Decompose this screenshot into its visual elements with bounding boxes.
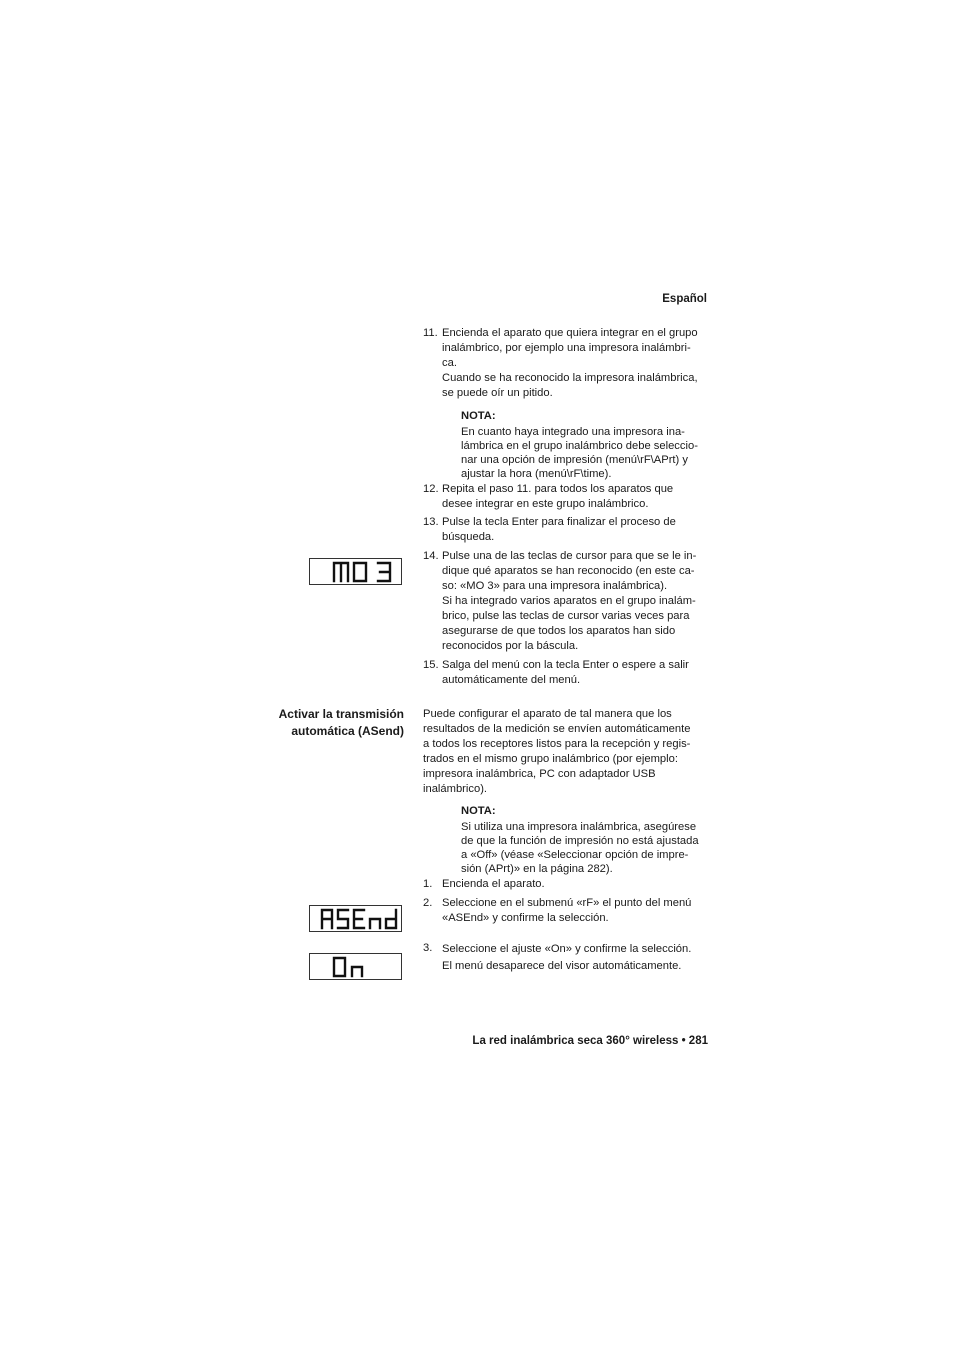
step-11-number: 11.	[423, 327, 438, 339]
display-mo3	[309, 558, 402, 585]
step-1-text: Encienda el aparato.	[442, 878, 545, 890]
step-14-text: Pulse una de las teclas de cursor para que se le in- dique qué aparatos se han reconocido (en este ca- so: «MO 3» para una impresora inalámbrica). Si ha integrado varios aparatos en el grupo inalám- brico, pulse las teclas de cursor varias veces para asegurarse de que todos los aparatos han sido reconocidos por la báscula.	[442, 550, 697, 652]
step-3-number: 3.	[423, 942, 433, 954]
step-14-number: 14.	[423, 550, 439, 562]
step-15-text: Salga del menú con la tecla Enter o espere a salir automáticamente del menú.	[442, 659, 689, 686]
display-on	[309, 953, 402, 980]
step-3-text: Seleccione el ajuste «On» y confirme la selección. El menú desaparece del visor automáticamente.	[442, 943, 692, 972]
section-intro: Puede configurar el aparato de tal manera que los resultados de la medición se envíen automáticamente a todos los receptores listos para la recepción y regis- trados en el mismo grupo inalámbrico (por ejemplo: impresora inalámbrica, PC con adaptador USB inalámbrico).	[423, 708, 691, 795]
step-12-number: 12.	[423, 483, 439, 495]
language-label: Español	[662, 293, 707, 305]
section-heading: Activar la transmisión automática (ASend)	[278, 707, 404, 738]
step-12-text: Repita el paso 11. para todos los aparatos que desee integrar en este grupo inalámbrico.	[442, 483, 674, 510]
step-13-text: Pulse la tecla Enter para finalizar el proceso de búsqueda.	[442, 516, 676, 543]
note-2-text: Si utiliza una impresora inalámbrica, asegúrese de que la función de impresión no está ajustada a «Off» (véase «Seleccionar opción de impre- sión (APrt)» en la página 282).	[461, 821, 699, 875]
lcd-on-digits	[332, 956, 366, 978]
step-11-text: Encienda el aparato que quiera integrar en el grupo inalámbrico, por ejemplo una impresora inalámbri- ca. Cuando se ha reconocido la impresora inalámbrica, se puede oír un pitido.	[442, 327, 698, 399]
step-2-number: 2.	[423, 897, 433, 909]
lcd-mo3-digits	[332, 561, 396, 583]
step-13-number: 13.	[423, 516, 439, 528]
note-2-title: NOTA:	[461, 805, 496, 817]
step-15-number: 15.	[423, 659, 439, 671]
note-1-title: NOTA:	[461, 410, 496, 422]
step-2-text: Seleccione en el submenú «rF» el punto del menú «ASEnd» y confirme la selección.	[442, 897, 692, 924]
lcd-asend-digits	[320, 908, 400, 930]
note-1-text: En cuanto haya integrado una impresora ina- lámbrica en el grupo inalámbrico debe seleccio- nar una opción de impresión (menú\rF\APrt) y ajustar la hora (menú\rF\time).	[461, 426, 698, 480]
display-asend	[309, 905, 402, 932]
page-footer: La red inalámbrica seca 360° wireless • 281	[472, 1035, 708, 1047]
step-1-number: 1.	[423, 878, 433, 890]
